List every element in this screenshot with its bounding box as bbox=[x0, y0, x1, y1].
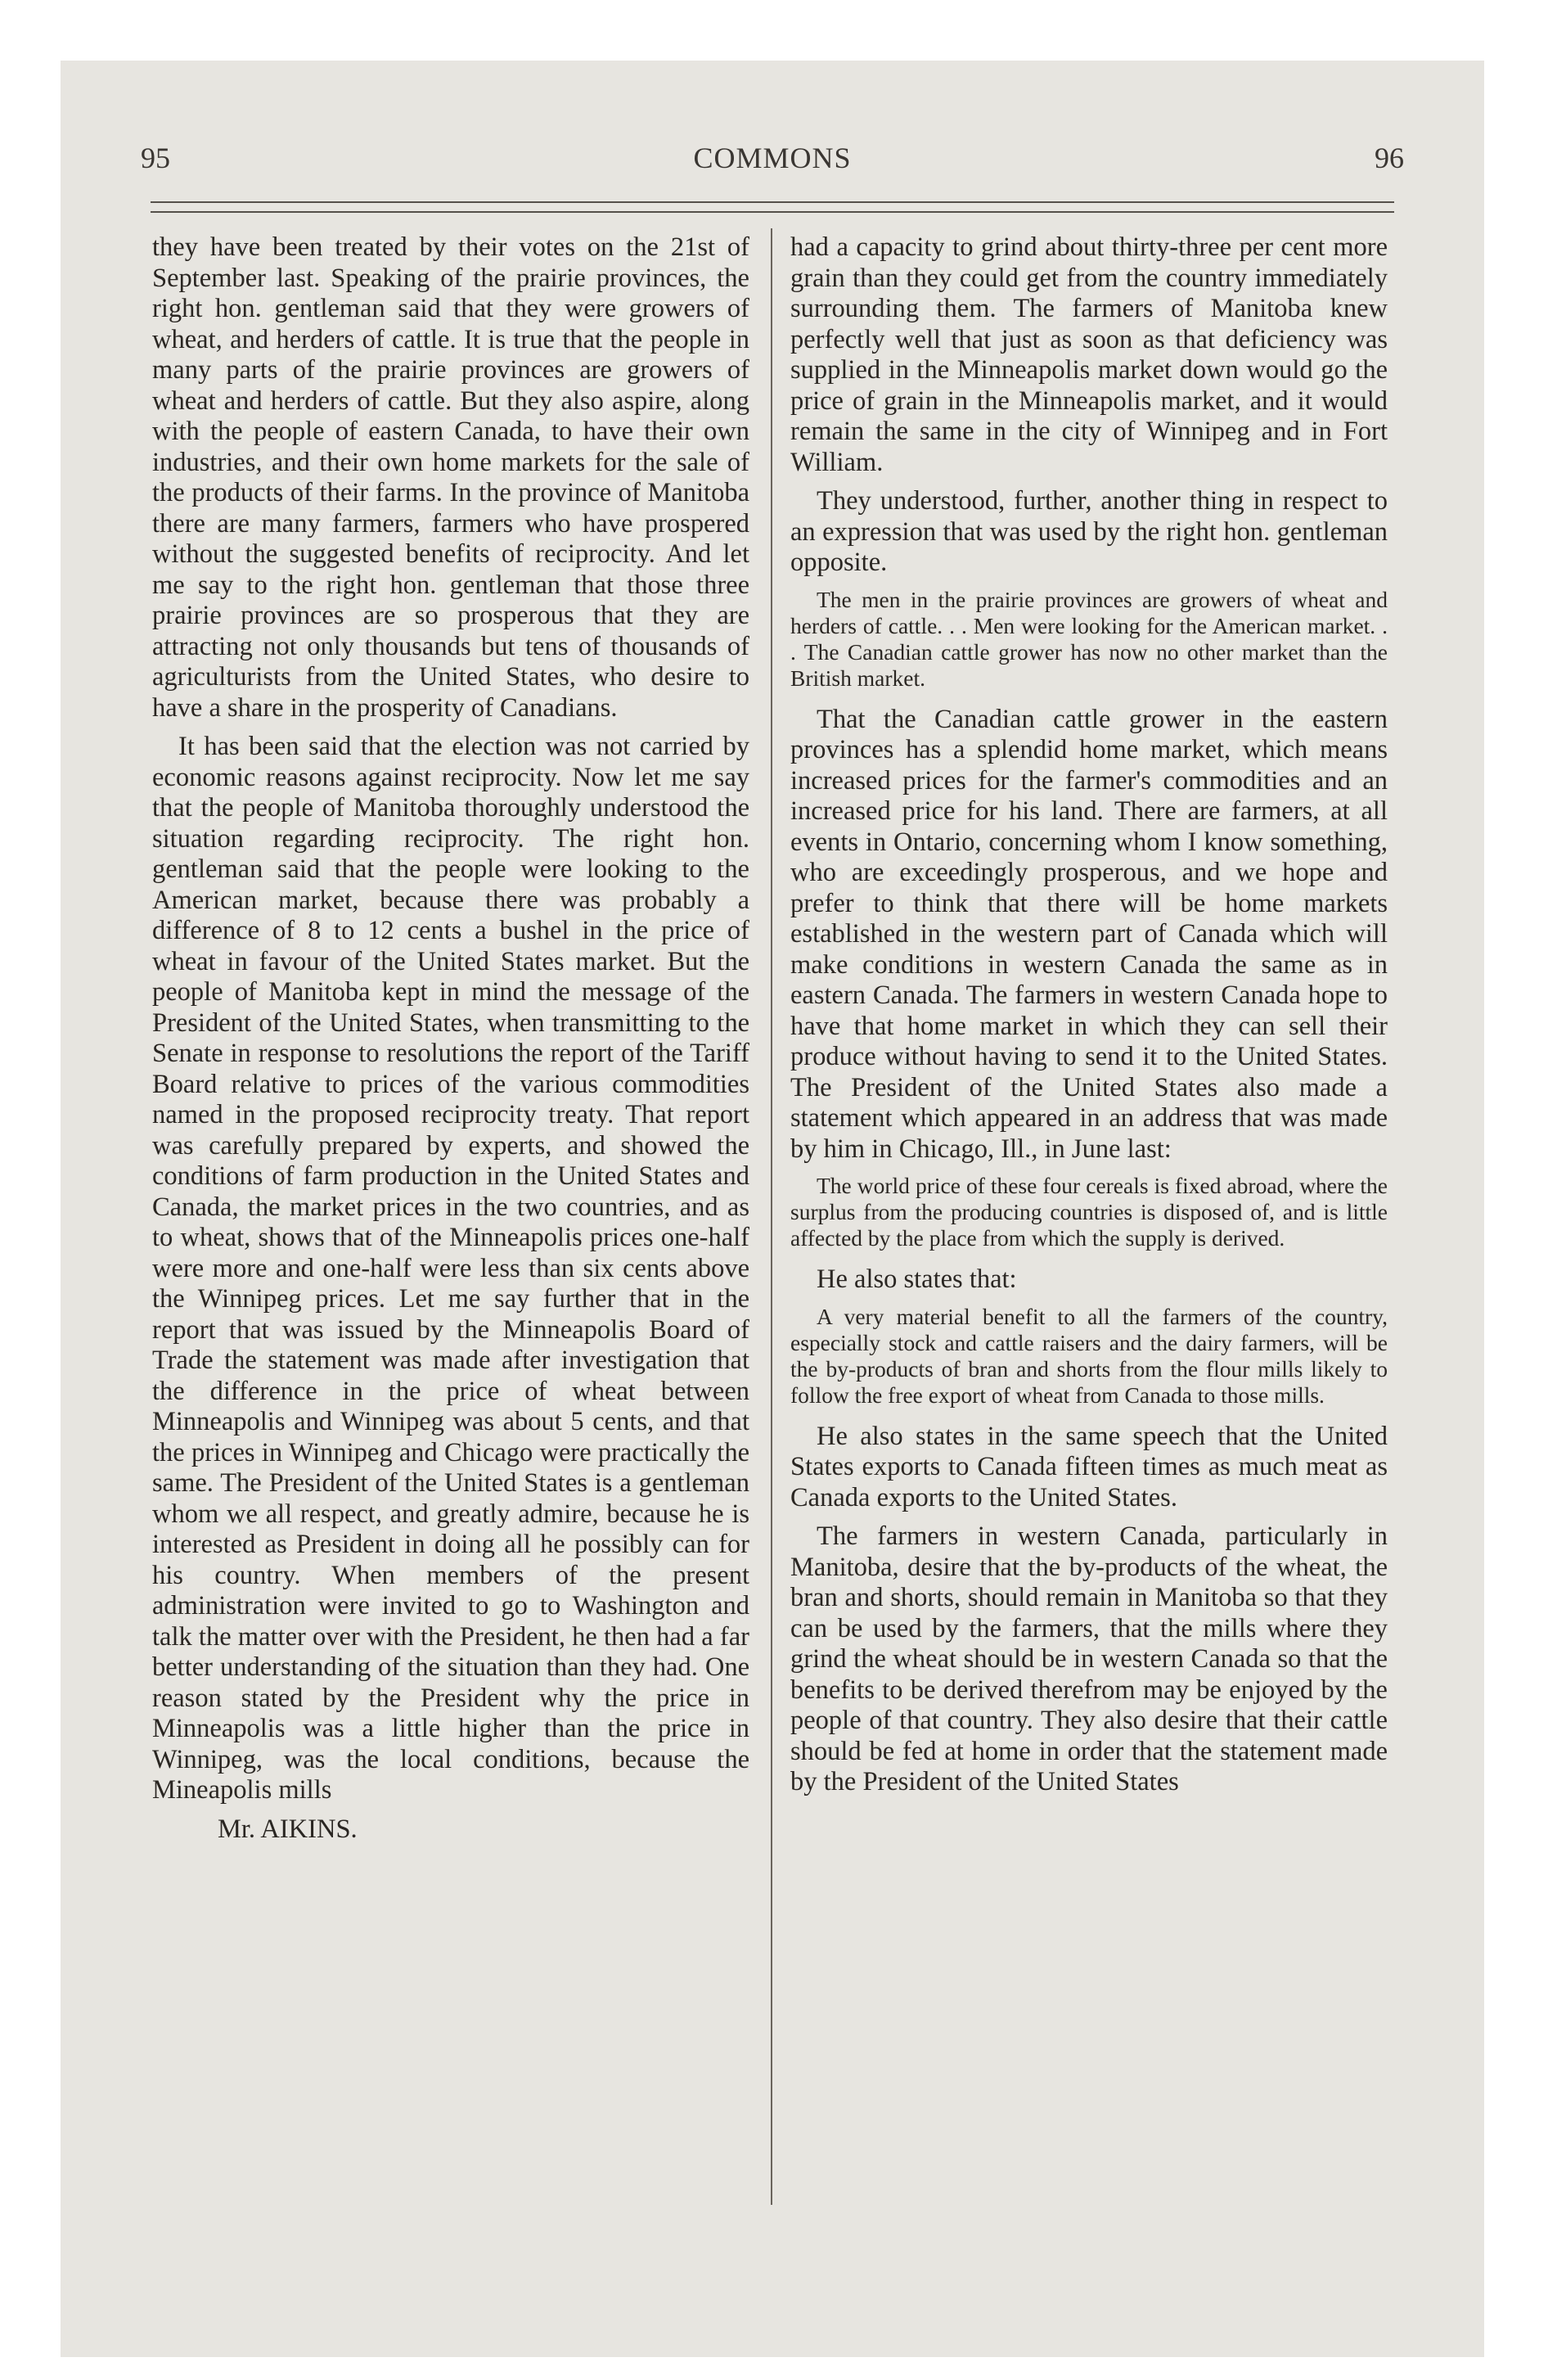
speaker-name: Mr. AIKINS. bbox=[218, 1814, 358, 1844]
paragraph: That the Canadian cattle grower in the eastern provinces has a splendid home market, which means increased prices for the farmer's commodities and an increased price for his land. There are farmers, at all events in Ontario, concerning whom I know something, who are exceedingly prosperous, and we hope and prefer to think that there will be home markets established in the western part of Canada which will make conditions in western Canada the same as in eastern Canada. The farmers in western Canada hope to have that home market in which they can sell their produce without having to send it to the United States. The President of the United States also made a statement which appeared in an address that was made by him in Chicago, Ill., in June last: bbox=[790, 704, 1388, 1164]
block-quote: The world price of these four cereals is fixed abroad, where the surplus from the producing countries is disposed of, and is little affected by the place from which the supply is derived. bbox=[790, 1173, 1388, 1251]
paragraph: He also states that: bbox=[817, 1264, 1017, 1294]
header-rule-top bbox=[151, 201, 1394, 203]
paragraph: had a capacity to grind about thirty-three per cent more grain than they could get from the country immediately surrounding them. The farmers of Manitoba knew perfectly well that just as soon as that deficiency was supplied in the Minneapolis market down would go the price of grain in the Minneapolis market, and it would remain the same in the city of Winnipeg and in Fort William. bbox=[790, 232, 1388, 477]
left-column bbox=[152, 232, 749, 1853]
paragraph: they have been treated by their votes on the 21st of September last. Speaking of the prairie provinces, the right hon. gentleman said that they were growers of wheat, and herders of cattle. It is true that the people in many parts of the prairie provinces are growers of wheat and herders of cattle. But they also aspire, along with the people of eastern Canada, to have their own industries, and their own home markets for the sale of the products of their farms. In the province of Manitoba there are many farmers, farmers who have prospered without the suggested benefits of reciprocity. And let me say to the right hon. gentleman that those three prairie provinces are so prosperous that they are attracting not only thousands but tens of thousands of agriculturists from the United States, who desire to have a share in the prosperity of Canadians. bbox=[152, 232, 749, 723]
document-page bbox=[61, 61, 1484, 2357]
page-number-left: 95 bbox=[141, 142, 170, 174]
paragraph: It has been said that the election was not carried by economic reasons against reciprocity. Now let me say that the people of Manitoba thoroughly understood the situation regarding reciprocity. The right hon. gentleman said that the people were looking to the American market, because there was probably a difference of 8 to 12 cents a bushel in the price of wheat in favour of the United States market. But the people of Manitoba kept in mind the message of the President of the United States, when transmitting to the Senate in response to resolutions the report of the Tariff Board relative to prices of the various commodities named in the proposed reciprocity treaty. That report was carefully prepared by experts, and showed the conditions of farm production in the United States and Canada, the market prices in the two countries, and as to wheat, shows that of the Minneapolis prices one-half were more and one-half were less than six cents above the Winnipeg prices. Let me say further that in the report that was issued by the Minneapolis Board of Trade the statement was made after investigation that the difference in the price of wheat between Minneapolis and Winnipeg was about 5 cents, and that the prices in Winnipeg and Chicago were practically the same. The President of the United States is a gentleman whom we all respect, and greatly admire, because he is interested as President in doing all he possibly can for his country. When members of the present administration were invited to go to Washington and talk the matter over with the President, he then had a far better understanding of the situation than they had. One reason stated by the President why the price in Minneapolis was a little higher than the price in Winnipeg, was the local conditions, because the Mineapolis mills bbox=[152, 732, 749, 1805]
paragraph: The farmers in western Canada, particularly in Manitoba, desire that the by-products of the wheat, the bran and shorts, should remain in Manitoba so that they can be used by the farmers, that the mills where they grind the wheat should be in western Canada so that the benefits to be derived therefrom may be enjoyed by the people of that country. They also desire that their cattle should be fed at home in order that the statement made by the President of the United States bbox=[790, 1521, 1388, 1796]
running-title: COMMONS bbox=[693, 142, 852, 174]
paragraph: He also states in the same speech that the United States exports to Canada fifteen times as much meat as Canada exports to the United States. bbox=[790, 1421, 1388, 1512]
block-quote: A very material benefit to all the farmers of the country, especially stock and cattle raisers and the dairy farmers, will be the by-products of bran and shorts from the flour mills likely to follow the free export of wheat from Canada to those mills. bbox=[790, 1303, 1388, 1408]
header-rule-bottom bbox=[151, 211, 1394, 213]
column-divider bbox=[771, 228, 772, 2205]
right-column bbox=[790, 232, 1388, 1806]
block-quote: The men in the prairie provinces are growers of wheat and herders of cattle. . . Men were looking for the American market. . . The Canadian cattle grower has now no other market than the British market. bbox=[790, 586, 1388, 691]
paragraph: They understood, further, another thing in respect to an expression that was used by the right hon. gentleman opposite. bbox=[790, 486, 1388, 577]
page-number-right: 96 bbox=[1375, 142, 1404, 174]
